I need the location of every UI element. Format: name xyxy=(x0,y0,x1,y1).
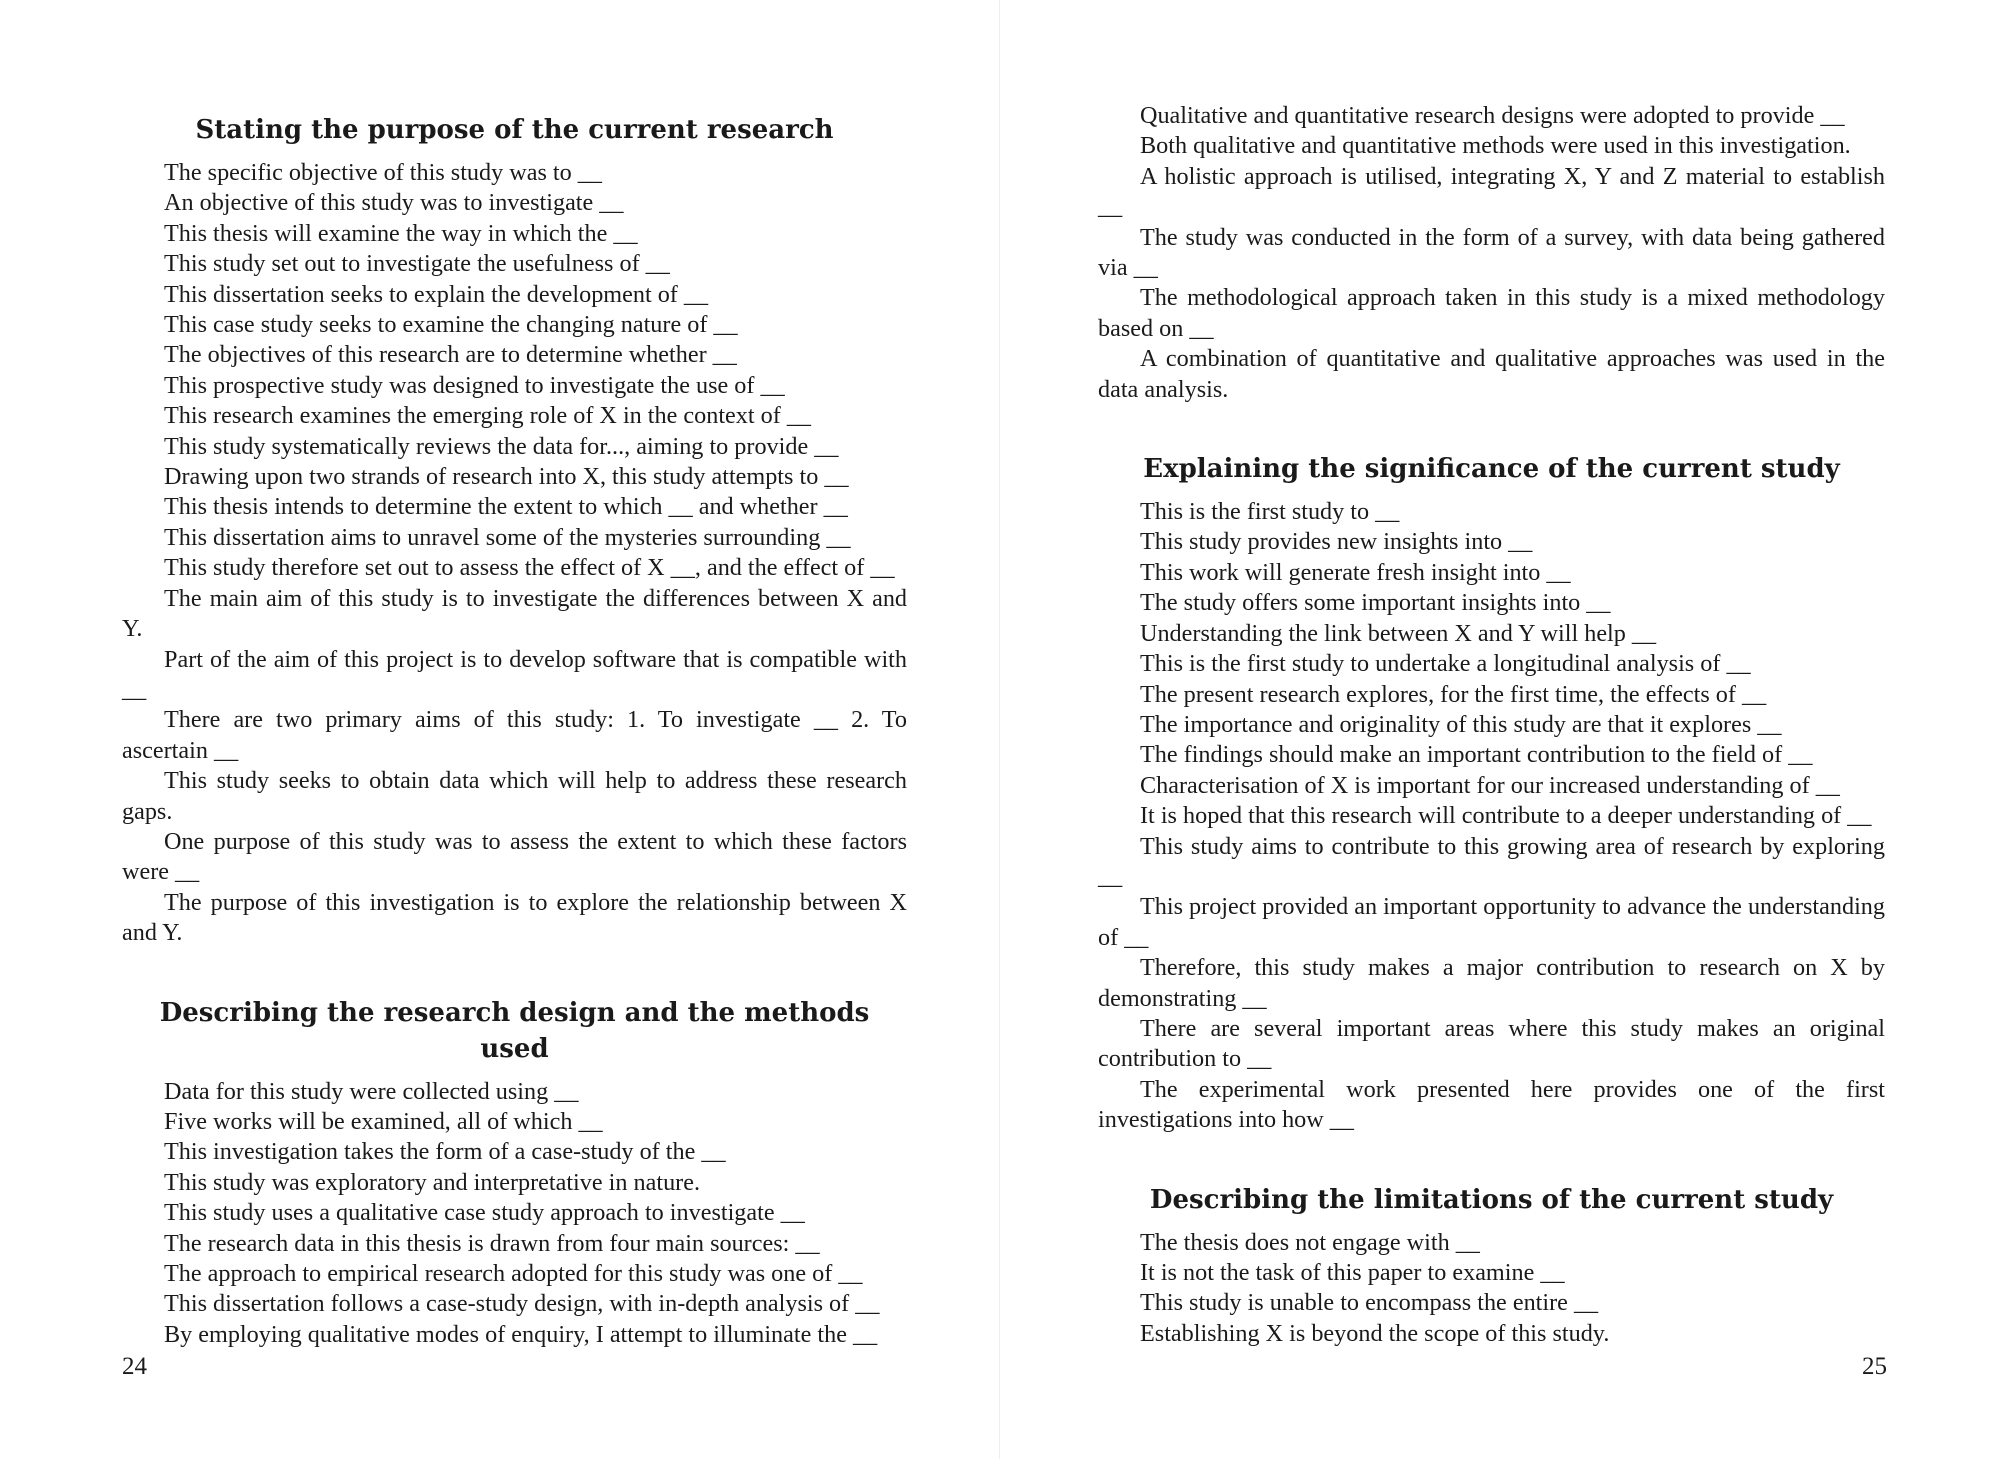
section-heading-purpose: Stating the purpose of the current research xyxy=(195,115,834,145)
phrase-item: It is not the task of this paper to examine __ xyxy=(1140,1259,1565,1286)
phrase-item: The present research explores, for the first time, the effects of __ xyxy=(1140,680,1767,708)
phrase-item: Understanding the link between X and Y will help __ xyxy=(1140,619,1657,647)
phrase-item: Establishing X is beyond the scope of this study. xyxy=(1140,1319,1610,1347)
phrase-item: This study was exploratory and interpretative in nature. xyxy=(164,1168,700,1196)
phrase-item: The methodological approach taken in this study is a mixed methodology based on __ xyxy=(1098,284,1885,342)
phrase-item: This research examines the emerging role of X in the context of __ xyxy=(164,402,812,430)
section-heading-significance: Explaining the significance of the current study xyxy=(1143,454,1840,485)
phrase-item: The experimental work presented here provides one of the first investigations into how __ xyxy=(1098,1075,1885,1134)
phrase-item: Therefore, this study makes a major contribution to research on X by demonstrating __ xyxy=(1098,954,1885,1012)
phrase-item: This study is unable to encompass the entire __ xyxy=(1140,1289,1599,1317)
phrase-item: This project provided an important opportunity to advance the understanding of __ xyxy=(1098,893,1885,951)
phrase-item: This thesis will examine the way in which the __ xyxy=(164,219,638,247)
phrase-item: This study provides new insights into __ xyxy=(1140,528,1533,556)
phrase-item: This study set out to investigate the usefulness of __ xyxy=(164,250,670,278)
right-page-column xyxy=(1098,101,1885,1349)
phrase-item: Qualitative and quantitative research designs were adopted to provide __ xyxy=(1140,102,1845,129)
phrase-list-purpose xyxy=(122,158,907,949)
phrase-item: This is the first study to __ xyxy=(1140,498,1400,526)
phrase-item: This study seeks to obtain data which will help to address these research gaps. xyxy=(122,767,907,825)
phrase-item: It is hoped that this research will contribute to a deeper understanding of __ xyxy=(1140,802,1872,830)
phrase-item: An objective of this study was to investigate __ xyxy=(164,189,624,217)
phrase-item: The purpose of this investigation is to explore the relationship between X and Y. xyxy=(122,888,907,947)
phrase-item: This study therefore set out to assess the effect of X __, and the effect of __ xyxy=(164,554,895,582)
phrase-item: The thesis does not engage with __ xyxy=(1140,1228,1480,1256)
phrase-item: This study uses a qualitative case study approach to investigate __ xyxy=(164,1199,805,1227)
phrase-item: The specific objective of this study was to __ xyxy=(164,159,602,186)
phrase-item: Drawing upon two strands of research into X, this study attempts to __ xyxy=(164,463,849,491)
section-heading-research-design: Describing the research design and the methods used xyxy=(159,997,870,1064)
phrase-list-research-design-continued xyxy=(1098,101,1885,405)
phrase-item: Part of the aim of this project is to develop software that is compatible with __ xyxy=(122,645,907,703)
phrase-item: A holistic approach is utilised, integrating X, Y and Z material to establish __ xyxy=(1098,162,1885,221)
page-number: 24 xyxy=(122,1353,147,1380)
phrase-item: The objectives of this research are to determine whether __ xyxy=(164,341,737,369)
phrase-item: The study offers some important insights into __ xyxy=(1140,589,1611,617)
section-heading-limitations: Describing the limitations of the current study xyxy=(1149,1184,1834,1215)
phrase-item: Data for this study were collected using __ xyxy=(164,1077,579,1105)
phrase-item: Both qualitative and quantitative methods were used in this investigation. xyxy=(1140,132,1851,160)
phrase-item: This study systematically reviews the data for..., aiming to provide __ xyxy=(164,432,839,460)
phrase-item: Characterisation of X is important for our increased understanding of __ xyxy=(1140,771,1840,799)
phrase-item: There are several important areas where this study makes an original contribution to __ xyxy=(1098,1014,1885,1073)
phrase-item: This is the first study to undertake a longitudinal analysis of __ xyxy=(1140,650,1751,678)
phrase-item: The study was conducted in the form of a survey, with data being gathered via __ xyxy=(1098,223,1885,282)
left-page-column xyxy=(122,112,907,1350)
phrase-item: This dissertation aims to unravel some of the mysteries surrounding __ xyxy=(164,523,851,551)
right-page xyxy=(1000,0,2000,1459)
phrase-item: This work will generate fresh insight into __ xyxy=(1140,558,1571,586)
phrase-item: One purpose of this study was to assess the extent to which these factors were __ xyxy=(122,827,907,886)
phrase-item: This dissertation seeks to explain the development of __ xyxy=(164,280,709,308)
phrase-item: By employing qualitative modes of enquiry, I attempt to illuminate the __ xyxy=(164,1320,878,1348)
phrase-item: A combination of quantitative and qualitative approaches was used in the data analysis. xyxy=(1098,345,1885,403)
phrase-item: The research data in this thesis is drawn from four main sources: __ xyxy=(164,1229,820,1257)
phrase-item: This thesis intends to determine the extent to which __ and whether __ xyxy=(164,493,848,521)
phrase-item: The approach to empirical research adopted for this study was one of __ xyxy=(164,1260,863,1287)
phrase-item: The importance and originality of this study are that it explores __ xyxy=(1140,710,1782,738)
phrase-item: This case study seeks to examine the changing nature of __ xyxy=(164,311,738,339)
phrase-list-research-design xyxy=(122,1077,907,1351)
phrase-item: This study aims to contribute to this growing area of research by exploring __ xyxy=(1098,832,1885,890)
phrase-item: This investigation takes the form of a case-study of the __ xyxy=(164,1138,726,1166)
phrase-list-limitations xyxy=(1098,1228,1885,1350)
phrase-item: The findings should make an important contribution to the field of __ xyxy=(1140,741,1813,769)
phrase-item: Five works will be examined, all of which __ xyxy=(164,1107,603,1135)
phrase-item: There are two primary aims of this study: 1. To investigate __ 2. To ascertain __ xyxy=(122,706,907,764)
page-number: 25 xyxy=(1862,1353,1887,1380)
phrase-item: This dissertation follows a case-study design, with in-depth analysis of __ xyxy=(164,1290,880,1318)
phrase-item: The main aim of this study is to investigate the differences between X and Y. xyxy=(122,584,907,643)
phrase-item: This prospective study was designed to investigate the use of __ xyxy=(164,371,785,399)
phrase-list-significance xyxy=(1098,497,1885,1136)
